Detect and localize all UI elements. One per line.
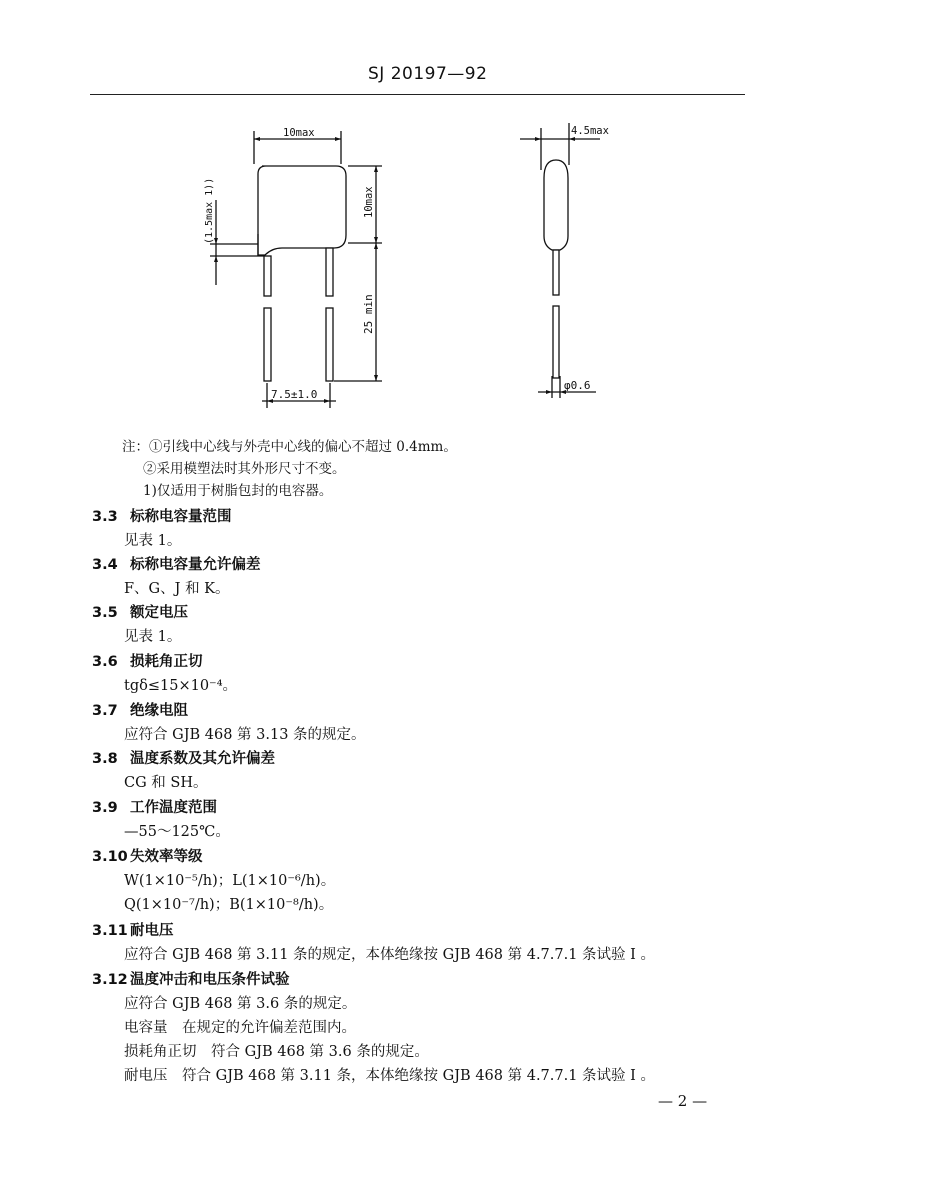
wire-diameter-label: φ0.6 — [564, 379, 591, 392]
stub-label: (1.5max 1)) — [204, 177, 215, 244]
lead-right-lower — [326, 308, 333, 381]
section-text: 电容量 在规定的允许偏差范围内。 — [124, 1020, 356, 1036]
section-heading: 3.8 温度系数及其允许偏差 — [92, 751, 275, 767]
width-label: 10max — [283, 127, 315, 139]
section-heading: 3.12 温度冲击和电压条件试验 — [92, 972, 290, 988]
section-text: Q(1×10⁻⁷/h)；B(1×10⁻⁸/h)。 — [124, 897, 334, 913]
note-2: ②采用模塑法时其外形尺寸不变。 — [143, 461, 346, 477]
note-3: 1)仅适用于树脂包封的电容器。 — [143, 483, 333, 499]
section-heading: 3.3 标称电容量范围 — [92, 509, 232, 525]
capacitor-outline-diagram — [0, 0, 950, 420]
side-lead-upper — [553, 250, 559, 295]
section-text: 见表 1。 — [124, 629, 182, 645]
lead-right-upper — [326, 248, 333, 296]
section-3-8 — [92, 747, 732, 795]
section-text: tgδ≤15×10⁻⁴。 — [124, 678, 238, 694]
section-text: 应符合 GJB 468 第 3.11 条的规定，本体绝缘按 GJB 468 第 4.7.7.1 条试验 Ⅰ 。 — [124, 947, 656, 963]
section-text: F、G、J 和 K。 — [124, 581, 230, 597]
figure-notes — [122, 436, 457, 502]
section-3-5 — [92, 601, 732, 649]
section-text: —55～125℃。 — [124, 824, 230, 840]
pitch-label: 7.5±1.0 — [271, 388, 318, 401]
capacitor-body-side — [544, 160, 568, 250]
page-number: — 2 — — [658, 1092, 708, 1110]
section-heading: 3.11 耐电压 — [92, 923, 174, 939]
section-text: 应符合 GJB 468 第 3.6 条的规定。 — [124, 996, 357, 1012]
side-lead-lower — [553, 306, 559, 378]
section-heading: 3.5 额定电压 — [92, 605, 188, 621]
section-text: 见表 1。 — [124, 533, 182, 549]
height-label: 10max — [363, 186, 375, 218]
section-heading: 3.7 绝缘电阻 — [92, 703, 188, 719]
lead-left-upper — [264, 256, 271, 296]
standard-code: SJ 20197—92 — [368, 64, 488, 84]
section-heading: 3.4 标称电容量允许偏差 — [92, 557, 261, 573]
section-text: CG 和 SH。 — [124, 775, 208, 791]
section-3-11 — [92, 919, 732, 967]
section-3-6 — [92, 650, 732, 698]
section-text: 损耗角正切 符合 GJB 468 第 3.6 条的规定。 — [124, 1044, 429, 1060]
section-3-3 — [92, 505, 732, 553]
capacitor-body-front — [258, 166, 346, 255]
lead-length-label: 25 min — [362, 294, 375, 334]
section-text: 耐电压 符合 GJB 468 第 3.11 条，本体绝缘按 GJB 468 第 4.7.7.1 条试验 Ⅰ 。 — [124, 1068, 656, 1084]
section-3-9 — [92, 796, 732, 844]
note-1: 注：①引线中心线与外壳中心线的偏心不超过 0.4mm。 — [122, 439, 457, 455]
section-heading: 3.6 损耗角正切 — [92, 654, 203, 670]
section-text: 应符合 GJB 468 第 3.13 条的规定。 — [124, 727, 366, 743]
section-text: W(1×10⁻⁵/h)；L(1×10⁻⁶/h)。 — [124, 873, 336, 889]
section-heading: 3.9 工作温度范围 — [92, 800, 217, 816]
section-heading: 3.10 失效率等级 — [92, 849, 203, 865]
thickness-label: 4.5max — [571, 125, 609, 137]
section-3-12 — [92, 968, 732, 1088]
section-3-7 — [92, 699, 732, 747]
lead-left-lower — [264, 308, 271, 381]
section-3-4 — [92, 553, 732, 601]
section-3-10 — [92, 845, 732, 917]
